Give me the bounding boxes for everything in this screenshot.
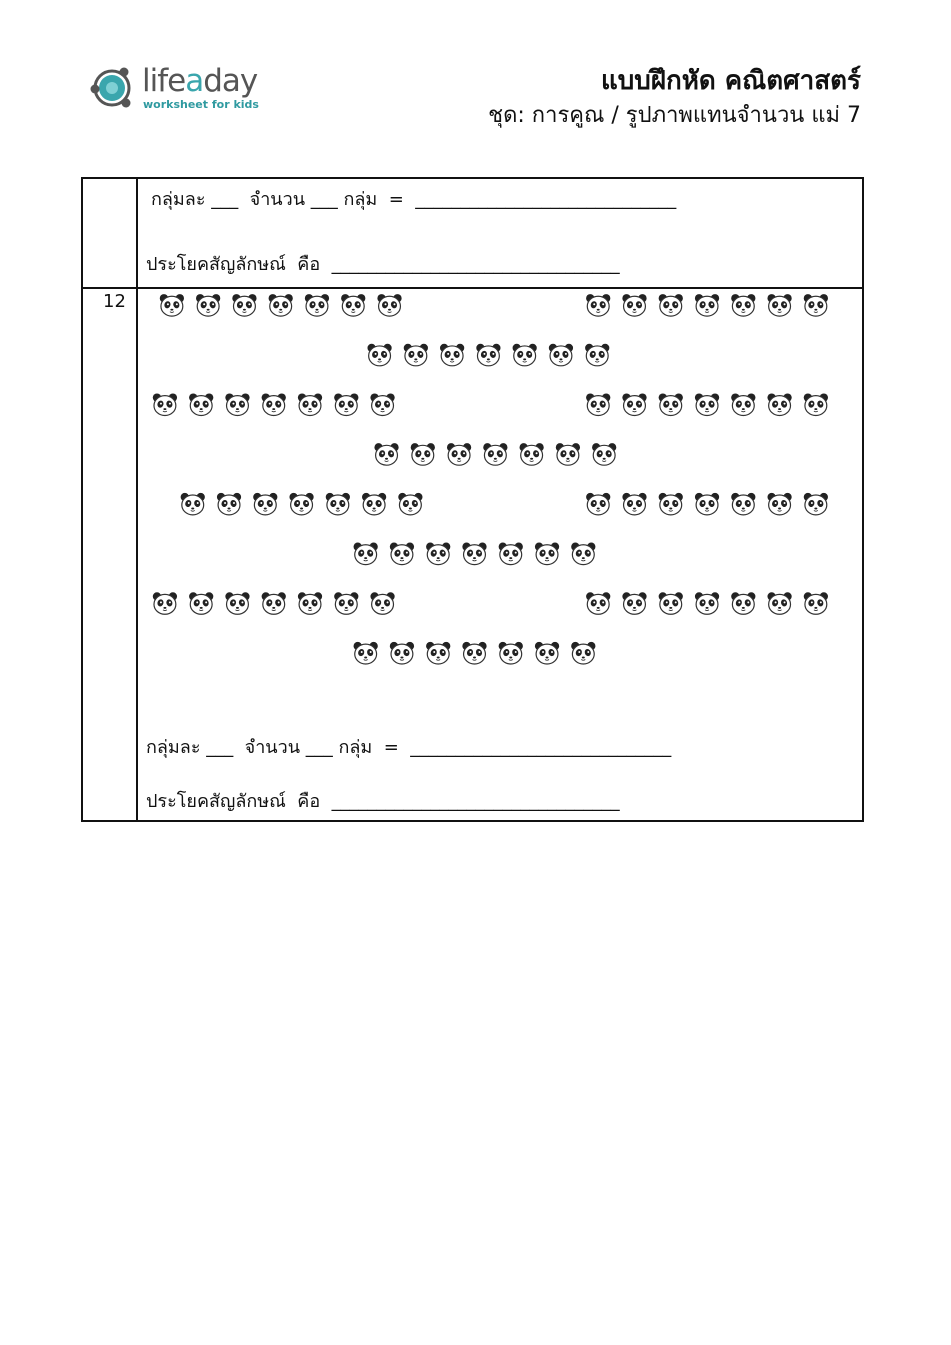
panda-face-icon: [196, 294, 220, 316]
panda-face-icon: [622, 393, 646, 415]
question-number: 12: [103, 291, 126, 312]
panda-face-icon: [513, 344, 537, 366]
panda-face-icon: [571, 642, 595, 664]
panda-face-icon: [804, 294, 828, 316]
panda-face-icon: [695, 493, 719, 515]
panda-face-icon: [326, 493, 350, 515]
panda-picture-area: [83, 179, 862, 820]
panda-face-icon: [804, 493, 828, 515]
panda-face-icon: [535, 543, 559, 565]
panda-face-icon: [462, 543, 486, 565]
panda-face-icon: [804, 592, 828, 614]
panda-face-icon: [305, 294, 329, 316]
panda-face-icon: [535, 642, 559, 664]
panda-face-icon: [269, 294, 293, 316]
molecule-logo-icon: [90, 62, 138, 112]
panda-face-icon: [586, 493, 610, 515]
panda-face-icon: [476, 344, 500, 366]
panda-face-icon: [341, 294, 365, 316]
panda-face-icon: [225, 592, 249, 614]
panda-face-icon: [390, 642, 414, 664]
panda-face-icon: [374, 443, 398, 465]
panda-face-icon: [189, 592, 213, 614]
panda-face-icon: [731, 592, 755, 614]
panda-face-icon: [354, 642, 378, 664]
panda-face-icon: [767, 294, 791, 316]
panda-face-icon: [232, 294, 256, 316]
panda-face-icon: [499, 543, 523, 565]
panda-face-icon: [377, 294, 401, 316]
panda-face-icon: [217, 493, 241, 515]
panda-face-icon: [499, 642, 523, 664]
panda-face-icon: [695, 393, 719, 415]
panda-face-icon: [390, 543, 414, 565]
panda-face-icon: [426, 642, 450, 664]
panda-face-icon: [659, 294, 683, 316]
panda-face-icon: [659, 493, 683, 515]
panda-face-icon: [362, 493, 386, 515]
panda-face-icon: [556, 443, 580, 465]
panda-face-icon: [225, 393, 249, 415]
panda-face-icon: [622, 592, 646, 614]
panda-face-icon: [622, 294, 646, 316]
panda-face-icon: [731, 493, 755, 515]
panda-face-icon: [398, 493, 422, 515]
group-equation-line: กลุ่มละ ___ จำนวน ___ กลุ่ม = _____________________________: [146, 737, 672, 758]
panda-face-icon: [298, 592, 322, 614]
worksheet-subtitle: ชุด: การคูณ / รูปภาพแทนจำนวน แม่ 7: [488, 103, 861, 128]
panda-face-icon: [262, 592, 286, 614]
panda-face-icon: [426, 543, 450, 565]
panda-face-icon: [767, 393, 791, 415]
panda-face-icon: [659, 393, 683, 415]
panda-face-icon: [731, 294, 755, 316]
panda-face-icon: [404, 344, 428, 366]
panda-face-icon: [586, 592, 610, 614]
panda-face-icon: [592, 443, 616, 465]
lifeaday-logo: [90, 60, 290, 116]
symbol-sentence-line: ประโยคสัญลักษณ์ คือ ________________________________: [146, 254, 620, 275]
panda-face-icon: [181, 493, 205, 515]
panda-face-icon: [411, 443, 435, 465]
panda-face-icon: [549, 344, 573, 366]
panda-face-icon: [804, 393, 828, 415]
panda-face-icon: [253, 493, 277, 515]
panda-face-icon: [695, 294, 719, 316]
panda-face-icon: [370, 393, 394, 415]
exercise-table: [81, 177, 864, 822]
panda-face-icon: [298, 393, 322, 415]
logo-wordmark: lifeaday: [142, 63, 258, 99]
panda-face-icon: [354, 543, 378, 565]
panda-face-icon: [367, 344, 391, 366]
symbol-sentence-line: ประโยคสัญลักษณ์ คือ ________________________________: [146, 791, 620, 812]
panda-face-icon: [153, 592, 177, 614]
panda-face-icon: [262, 393, 286, 415]
panda-face-icon: [571, 543, 595, 565]
panda-face-icon: [370, 592, 394, 614]
panda-face-icon: [462, 642, 486, 664]
panda-face-icon: [334, 393, 358, 415]
panda-face-icon: [585, 344, 609, 366]
panda-face-icon: [483, 443, 507, 465]
panda-face-icon: [731, 393, 755, 415]
panda-face-icon: [447, 443, 471, 465]
panda-face-icon: [189, 393, 213, 415]
panda-face-icon: [767, 493, 791, 515]
panda-face-icon: [659, 592, 683, 614]
panda-face-icon: [586, 393, 610, 415]
group-equation-line: กลุ่มละ ___ จำนวน ___ กลุ่ม = _____________________________: [151, 189, 677, 210]
panda-face-icon: [695, 592, 719, 614]
panda-face-icon: [440, 344, 464, 366]
panda-face-icon: [289, 493, 313, 515]
panda-face-icon: [622, 493, 646, 515]
panda-face-icon: [586, 294, 610, 316]
panda-face-icon: [767, 592, 791, 614]
panda-face-icon: [334, 592, 358, 614]
worksheet-title: แบบฝึกหัด คณิตศาสตร์: [600, 66, 861, 96]
panda-face-icon: [160, 294, 184, 316]
logo-tagline: worksheet for kids: [143, 98, 259, 111]
panda-face-icon: [520, 443, 544, 465]
panda-face-icon: [153, 393, 177, 415]
